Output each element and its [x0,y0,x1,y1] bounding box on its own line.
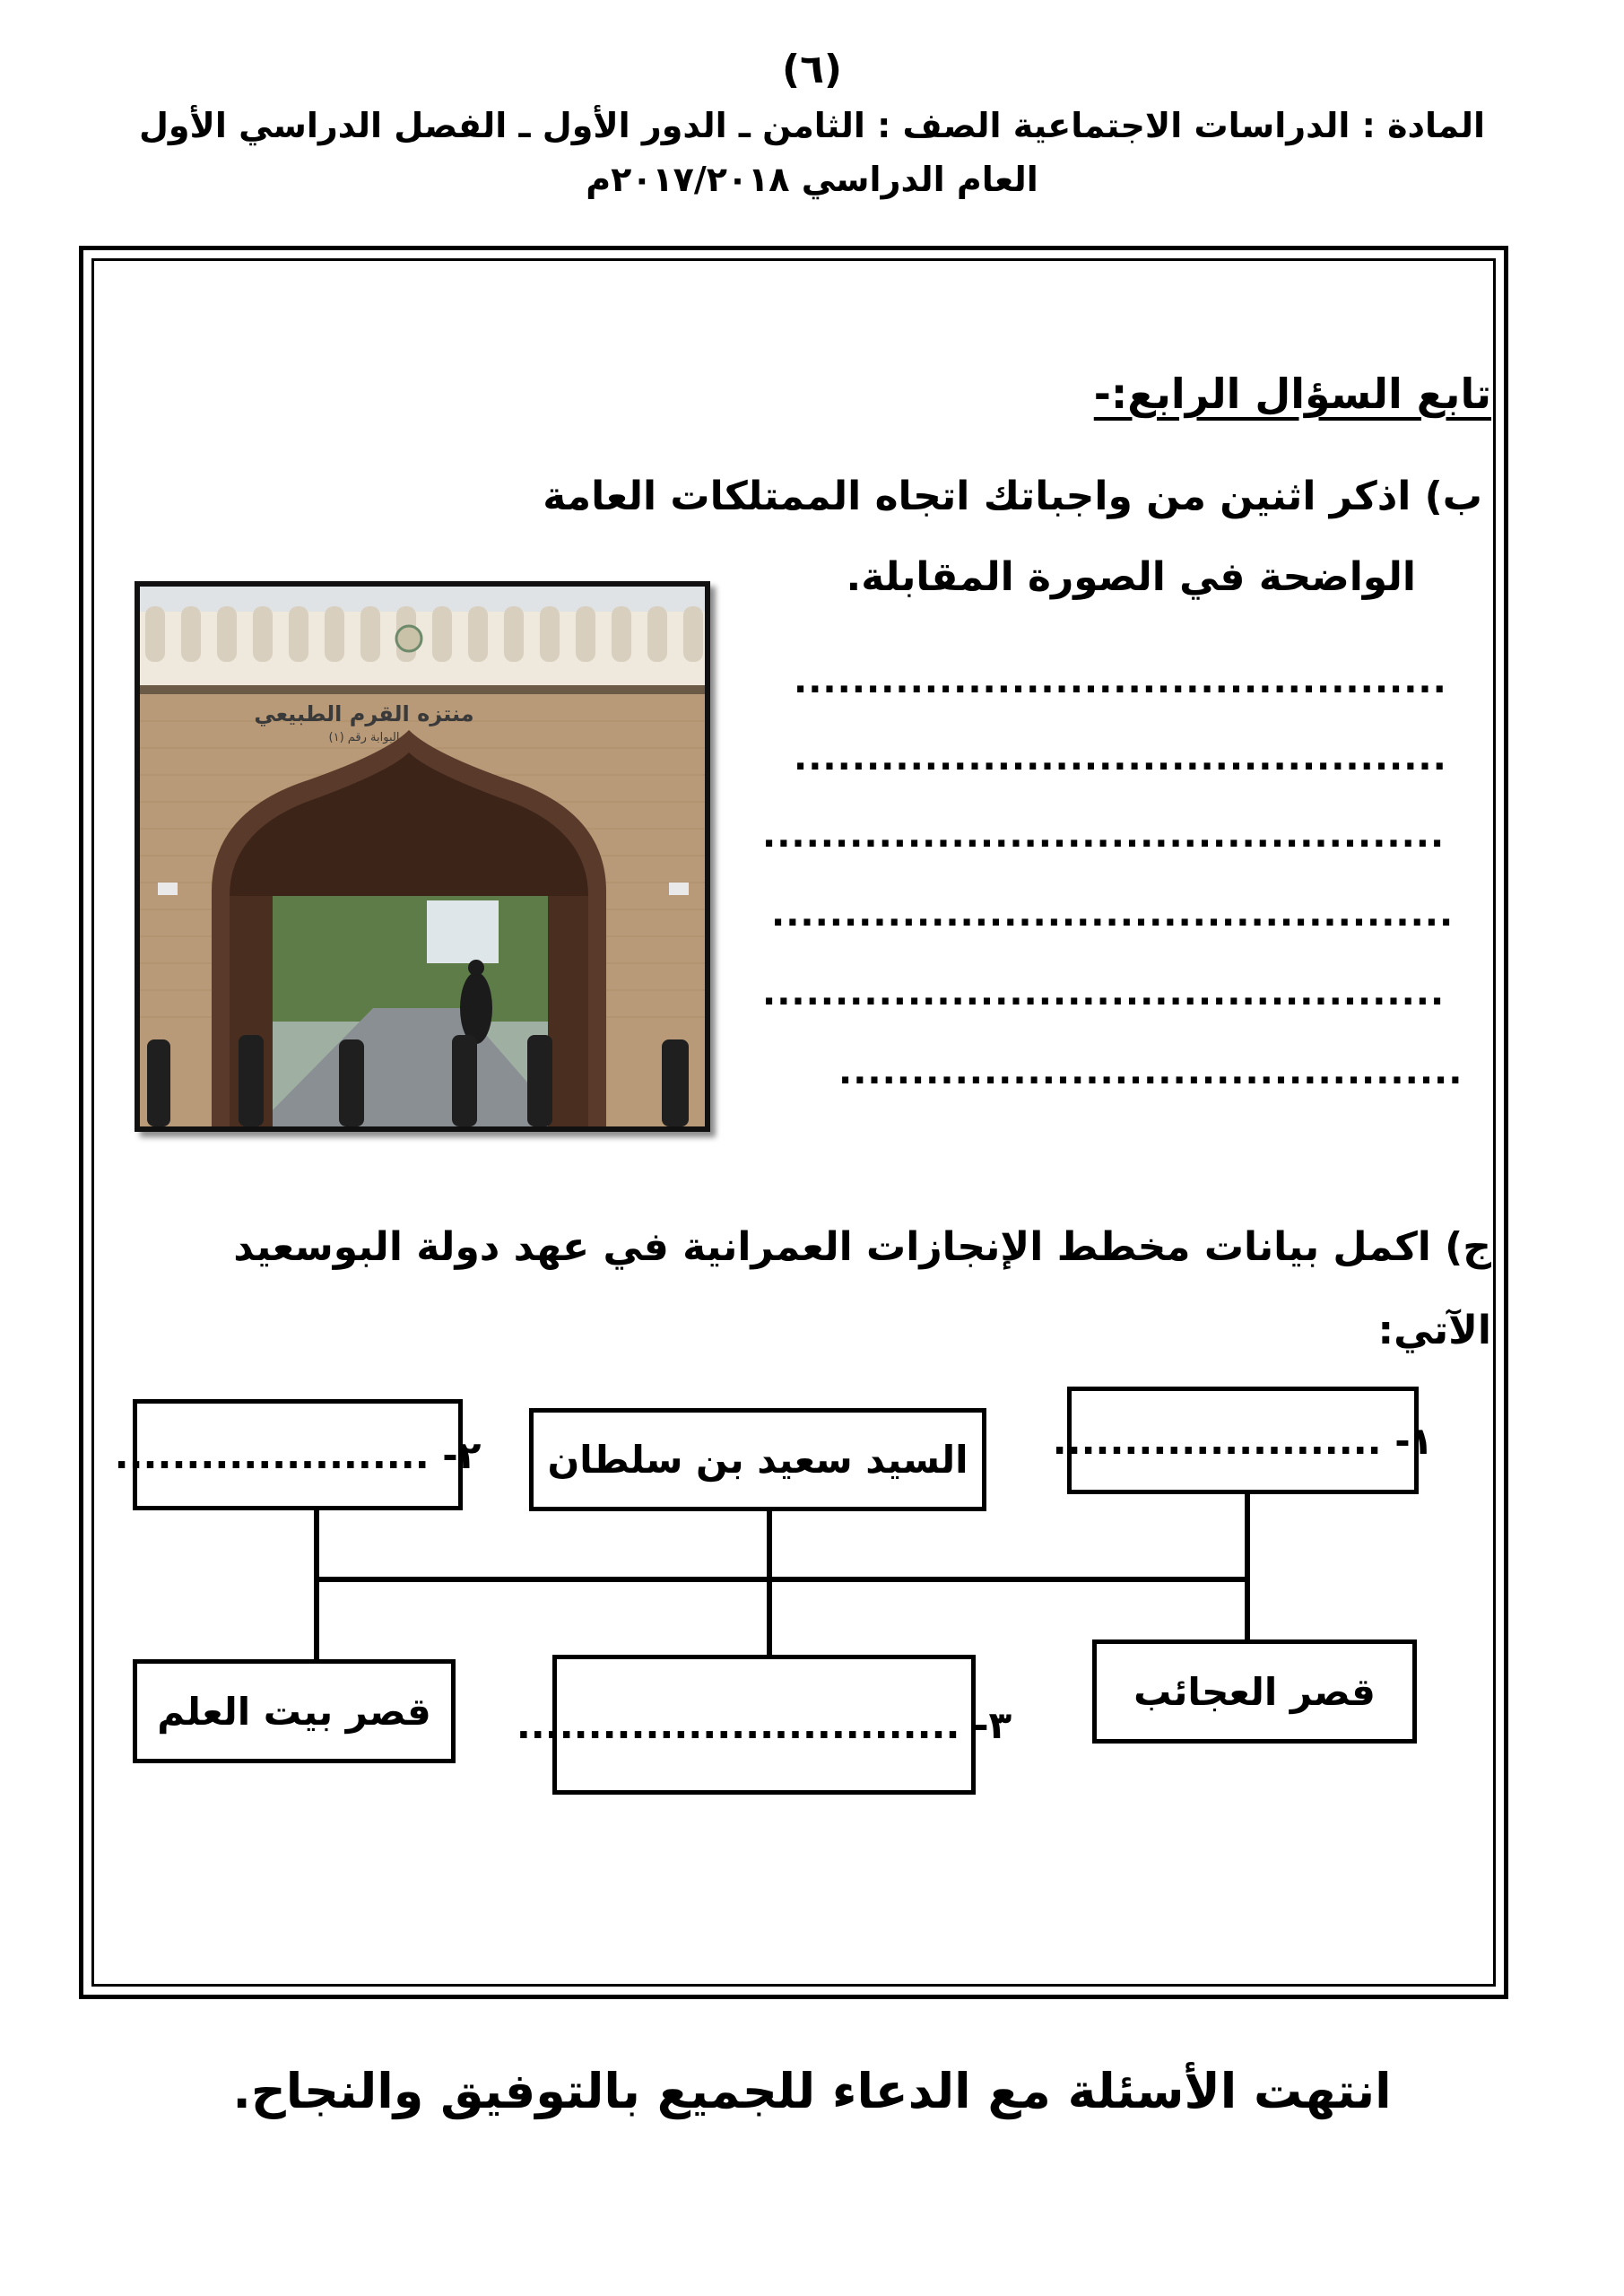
answer-line[interactable]: ............................................... [762,814,1446,850]
answer-line[interactable]: ............................................... [771,893,1455,929]
gate-sign-text: منتزه القرم الطبيعي [254,701,474,726]
answer-line[interactable]: ............................................. [794,737,1447,773]
diagram-box-1[interactable]: ١- ....................... [1067,1387,1419,1494]
diagram-connector-center [767,1509,772,1657]
diagram-connector-left [314,1509,319,1662]
question-title: تابع السؤال الرابع:- [1093,370,1491,418]
closing-message: انتهت الأسئلة مع الدعاء للجميع بالتوفيق والنجاح. [232,2063,1392,2119]
answer-line[interactable]: ............................................. [794,660,1447,696]
answer-line[interactable]: ........................................... [838,1051,1463,1087]
diagram-box-wonders-palace: قصر العجائب [1092,1639,1417,1744]
diagram-box-knowledge-palace: قصر بيت العلم [133,1659,456,1763]
park-gate-photo [135,581,710,1132]
diagram-box-center: السيد سعيد بن سلطان [529,1408,986,1511]
gate-sign-subtext: البوابة رقم (١) [328,731,400,744]
page-number: (٦) [781,47,843,92]
part-b-prompt-line1: ب) اذكر اثنين من واجباتك اتجاه الممتلكات العامة [543,474,1482,519]
part-c-prompt-line2: الآتي: [1377,1308,1491,1353]
diagram-horizontal-connector [317,1577,1249,1582]
diagram-box-2[interactable]: ٢- ...................... [133,1399,463,1510]
part-c-prompt-line1: ج) اكمل بيانات مخطط الإنجازات العمرانية في عهد دولة البوسعيد [233,1224,1491,1270]
diagram-box-3[interactable]: ٣- ............................... [552,1655,976,1795]
diagram-connector-right [1245,1493,1250,1644]
subject-line: المادة : الدراسات الاجتماعية الصف : الثامن ـ الدور الأول ـ الفصل الدراسي الأول [138,106,1486,145]
academic-year-line: العام الدراسي ٢٠١٧/٢٠١٨م [586,160,1038,199]
answer-line[interactable]: ............................................... [762,972,1446,1008]
part-b-prompt-line2: الواضحة في الصورة المقابلة. [846,554,1416,600]
